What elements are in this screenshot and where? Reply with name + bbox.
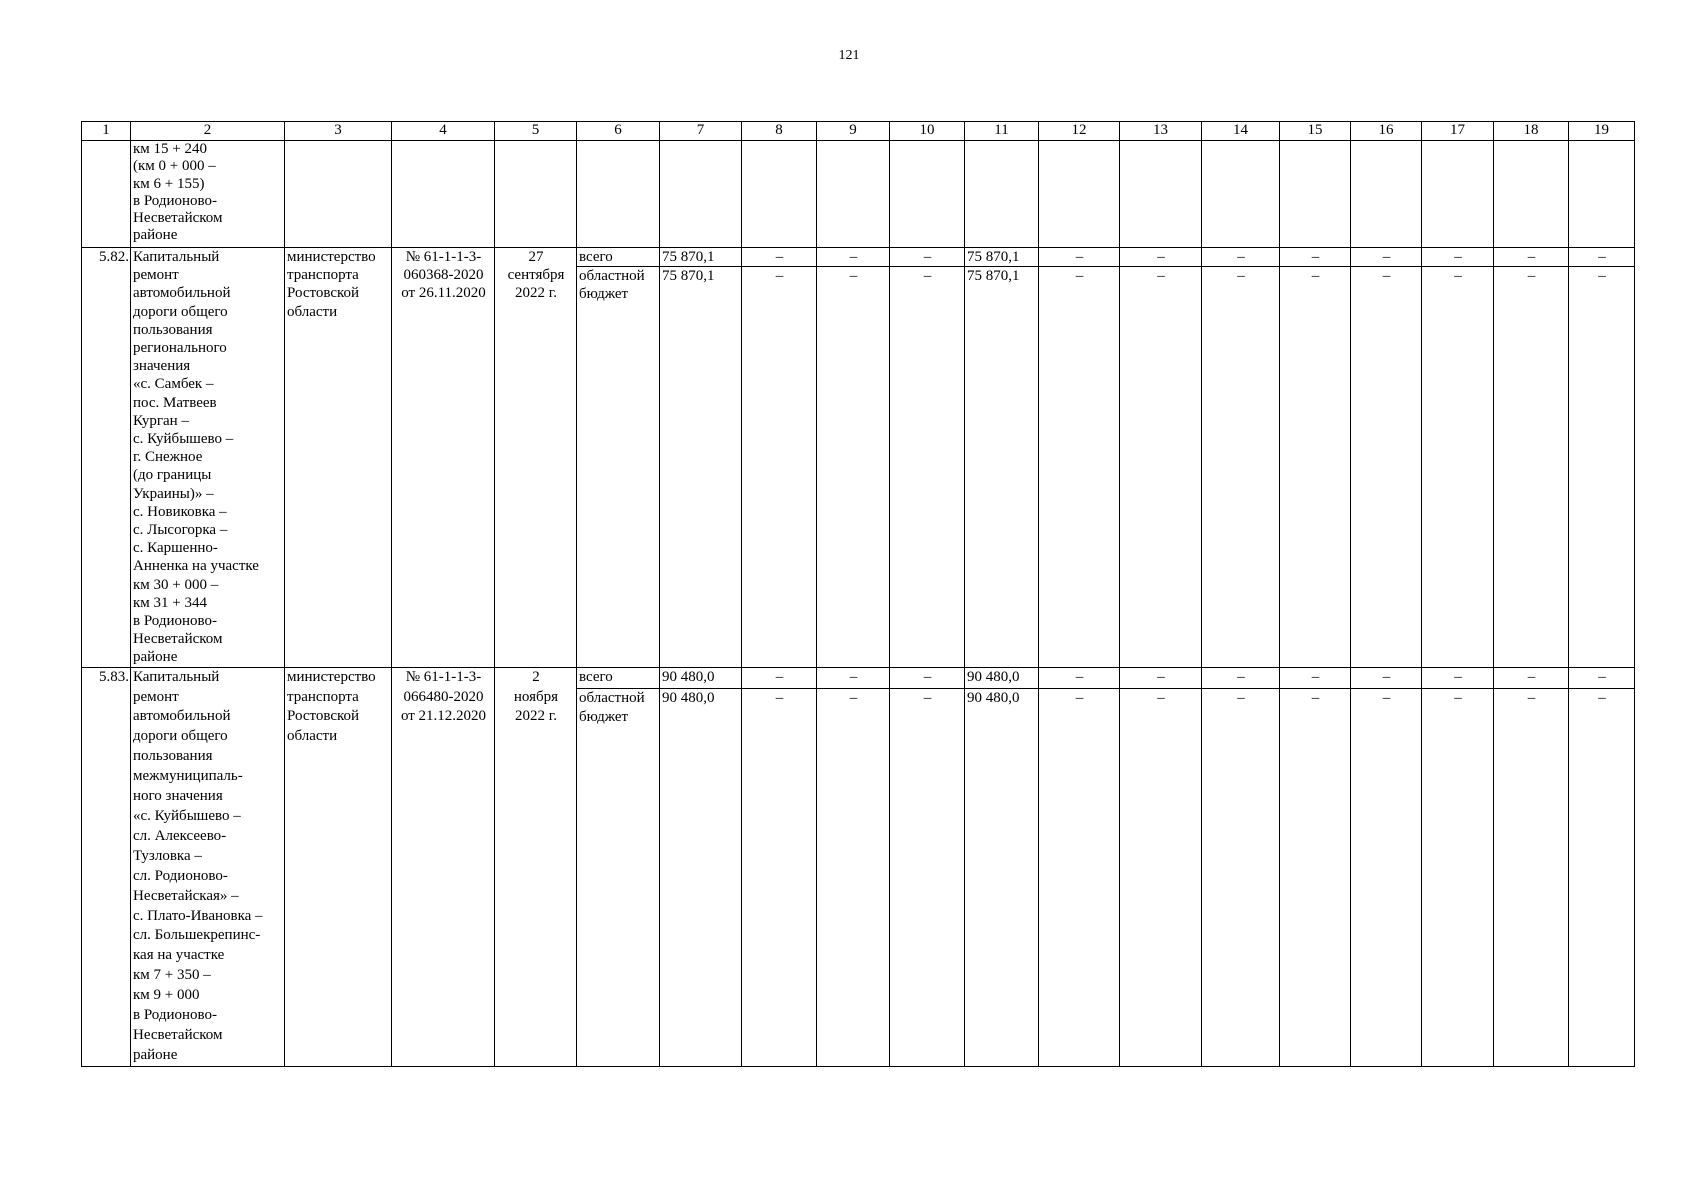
- table-cell: [1039, 141, 1120, 248]
- table-row: [82, 667, 1635, 688]
- funding-source-line: всего: [579, 249, 613, 265]
- entry-name-line: ного значения: [133, 788, 223, 805]
- table-cell: [82, 141, 131, 248]
- table-cell: [1120, 141, 1202, 248]
- column-number-cell: 1: [82, 122, 131, 141]
- funding-value-col-10: –: [890, 267, 965, 667]
- entry-name-line: км 30 + 000 –: [133, 576, 219, 593]
- funding-value-col-19: –: [1569, 248, 1635, 267]
- table-row: [82, 248, 1635, 267]
- entry-deadline-line: ноября: [513, 688, 559, 705]
- funding-value-col-13: –: [1120, 688, 1202, 1066]
- funding-value-col-15: –: [1280, 688, 1351, 1066]
- entry-number: 5.83.: [82, 667, 131, 1066]
- table-cell: [890, 141, 965, 248]
- entry-name-line: сл. Родионово-: [133, 867, 228, 884]
- entry-name-line: Несветайская» –: [133, 887, 239, 904]
- funding-source-line: бюджет: [579, 709, 629, 726]
- funding-value-col-18: –: [1494, 267, 1569, 667]
- funding-value-col-11: 90 480,0: [965, 688, 1039, 1066]
- funding-value-col-17: –: [1422, 267, 1494, 667]
- entry-name-line: дороги общего: [133, 303, 228, 320]
- funding-value-col-18: –: [1494, 688, 1569, 1066]
- funding-source: [577, 267, 660, 667]
- table-cell: [660, 141, 742, 248]
- funding-value-col-11: 90 480,0: [965, 667, 1039, 688]
- funding-value-col-14: –: [1202, 248, 1280, 267]
- entry-name-line: сл. Алексеево-: [133, 827, 227, 844]
- funding-value-col-9: –: [817, 688, 890, 1066]
- entry-name-line: ремонт: [133, 688, 179, 705]
- funding-value-col-12: –: [1039, 667, 1120, 688]
- entry-name: [131, 248, 285, 668]
- entry-name-line: км 9 + 000: [133, 987, 200, 1004]
- column-number-cell: 8: [742, 122, 817, 141]
- entry-name-line: пользования: [133, 748, 213, 765]
- entry-executor-line: области: [287, 728, 338, 745]
- funding-value-col-10: –: [890, 248, 965, 267]
- table-cell: [392, 141, 495, 248]
- entry-name-line: в Родионово-: [133, 613, 218, 630]
- entry-contract-line: № 61-1-1-3-: [405, 668, 482, 685]
- entry-name-line: автомобильной: [133, 285, 231, 302]
- entry-deadline: [495, 667, 577, 1066]
- entry-deadline-line: сентября: [507, 267, 565, 284]
- entry-name-line: Курган –: [133, 412, 189, 429]
- entry-name-line: ремонт: [133, 267, 179, 284]
- entry-executor-line: министерство: [287, 249, 376, 265]
- funding-value-col-13: –: [1120, 248, 1202, 267]
- entry-name-line: значения: [133, 358, 191, 375]
- continuation-row: [82, 141, 1635, 248]
- funding-value-col-8: –: [742, 248, 817, 267]
- column-number-cell: 9: [817, 122, 890, 141]
- funding-source-line: областной: [579, 689, 645, 706]
- funding-source-line: всего: [579, 668, 613, 685]
- funding-value-col-8: –: [742, 688, 817, 1066]
- funding-value-col-9: –: [817, 267, 890, 667]
- funding-value-col-15: –: [1280, 248, 1351, 267]
- table-cell: [1280, 141, 1351, 248]
- entry-deadline-line: 27: [528, 249, 544, 265]
- column-number-cell: 3: [285, 122, 392, 141]
- table-cell: [1569, 141, 1635, 248]
- entry-name-line: Капитальный: [133, 668, 220, 685]
- continuation-name-cell: [131, 141, 285, 248]
- budget-table: [81, 121, 1635, 1067]
- entry-deadline-line: 2022 г.: [515, 708, 557, 725]
- funding-value-col-14: –: [1202, 688, 1280, 1066]
- column-number-cell: 13: [1120, 122, 1202, 141]
- entry-name-line: в Родионово-: [133, 1007, 218, 1024]
- funding-value-col-10: –: [890, 667, 965, 688]
- column-number-cell: 5: [495, 122, 577, 141]
- funding-value-col-16: –: [1351, 267, 1422, 667]
- entry-deadline: [495, 248, 577, 668]
- entry-contract-line: 060368-2020: [403, 267, 484, 284]
- table-cell: [742, 141, 817, 248]
- funding-source-line: областной: [579, 268, 645, 285]
- funding-value-col-11: 75 870,1: [965, 248, 1039, 267]
- continuation-name-line: км 15 + 240: [133, 141, 207, 157]
- column-number-cell: 16: [1351, 122, 1422, 141]
- funding-value-col-12: –: [1039, 248, 1120, 267]
- continuation-name-line: в Родионово-: [133, 192, 218, 209]
- column-number-cell: 17: [1422, 122, 1494, 141]
- column-number-cell: 12: [1039, 122, 1120, 141]
- entry-name-line: Анненка на участке: [133, 558, 259, 575]
- entry-name-line: районе: [133, 1046, 178, 1063]
- funding-value-col-17: –: [1422, 667, 1494, 688]
- entry-name-line: с. Каршенно-: [133, 540, 218, 557]
- entry-contract: [392, 248, 495, 668]
- table-cell: [965, 141, 1039, 248]
- funding-source: [577, 688, 660, 1066]
- entry-executor-line: Ростовской: [287, 285, 360, 302]
- column-number-cell: 11: [965, 122, 1039, 141]
- entry-executor: [285, 248, 392, 668]
- entry-executor-line: министерство: [287, 668, 376, 685]
- entry-contract-line: от 21.12.2020: [400, 708, 487, 725]
- entry-contract-line: 066480-2020: [403, 688, 484, 705]
- column-number-cell: 4: [392, 122, 495, 141]
- continuation-name-line: районе: [133, 227, 178, 244]
- funding-value-col-14: –: [1202, 267, 1280, 667]
- entry-executor-line: транспорта: [287, 267, 359, 284]
- entry-name-line: кая на участке: [133, 947, 225, 964]
- funding-value-col-7: 75 870,1: [660, 248, 742, 267]
- funding-value-col-19: –: [1569, 667, 1635, 688]
- funding-value-col-17: –: [1422, 688, 1494, 1066]
- table-cell: [817, 141, 890, 248]
- entry-name-line: «с. Самбек –: [133, 376, 214, 393]
- entry-executor-line: области: [287, 303, 338, 320]
- funding-value-col-19: –: [1569, 267, 1635, 667]
- funding-value-col-12: –: [1039, 267, 1120, 667]
- entry-contract: [392, 667, 495, 1066]
- funding-value-col-18: –: [1494, 248, 1569, 267]
- entry-name-line: сл. Большекрепинс-: [133, 927, 261, 944]
- continuation-name-line: км 6 + 155): [133, 175, 205, 192]
- entry-name-line: пользования: [133, 321, 213, 338]
- funding-source: [577, 667, 660, 688]
- entry-executor-line: Ростовской: [287, 708, 360, 725]
- column-number-row: [82, 122, 1635, 141]
- funding-value-col-7: 90 480,0: [660, 667, 742, 688]
- entry-contract-line: от 26.11.2020: [401, 285, 486, 302]
- entry-name-line: Несветайском: [133, 631, 223, 648]
- entry-number: 5.82.: [82, 248, 131, 668]
- continuation-name-line: Несветайском: [133, 210, 223, 227]
- table-cell: [577, 141, 660, 248]
- funding-value-col-10: –: [890, 688, 965, 1066]
- entry-name-line: с. Лысогорка –: [133, 522, 228, 539]
- table-cell: [495, 141, 577, 248]
- column-number-cell: 6: [577, 122, 660, 141]
- entry-deadline-line: 2: [532, 668, 540, 685]
- entry-name-line: с. Новиковка –: [133, 503, 227, 520]
- entry-executor-line: транспорта: [287, 688, 359, 705]
- entry-name-line: Несветайском: [133, 1026, 223, 1043]
- entry-name-line: (до границы: [133, 467, 212, 484]
- column-number-cell: 10: [890, 122, 965, 141]
- funding-value-col-17: –: [1422, 248, 1494, 267]
- funding-value-col-9: –: [817, 248, 890, 267]
- entry-name: [131, 667, 285, 1066]
- table-cell: [1422, 141, 1494, 248]
- table-cell: [285, 141, 392, 248]
- funding-source: [577, 248, 660, 267]
- funding-value-col-9: –: [817, 667, 890, 688]
- column-number-cell: 14: [1202, 122, 1280, 141]
- entry-name-line: дороги общего: [133, 728, 228, 745]
- column-number-cell: 2: [131, 122, 285, 141]
- funding-value-col-8: –: [742, 267, 817, 667]
- entry-name-line: Тузловка –: [133, 847, 202, 864]
- funding-value-col-13: –: [1120, 667, 1202, 688]
- entry-deadline-line: 2022 г.: [515, 285, 557, 302]
- entry-name-line: км 31 + 344: [133, 594, 207, 611]
- funding-value-col-16: –: [1351, 688, 1422, 1066]
- entry-name-line: автомобильной: [133, 708, 231, 725]
- entry-name-line: г. Снежное: [133, 449, 203, 466]
- funding-source-line: бюджет: [579, 286, 629, 303]
- page-number: 121: [838, 48, 860, 63]
- entry-name-line: с. Куйбышево –: [133, 431, 234, 448]
- entry-name-line: межмуниципаль-: [133, 768, 243, 785]
- table-body: [82, 122, 1635, 1067]
- column-number-cell: 19: [1569, 122, 1635, 141]
- funding-value-col-16: –: [1351, 667, 1422, 688]
- entry-name-line: регионального: [133, 340, 227, 357]
- funding-value-col-14: –: [1202, 667, 1280, 688]
- entry-name-line: «с. Куйбышево –: [133, 808, 241, 825]
- funding-value-col-15: –: [1280, 667, 1351, 688]
- entry-name-line: Капитальный: [133, 249, 220, 265]
- funding-value-col-8: –: [742, 667, 817, 688]
- entry-executor: [285, 667, 392, 1066]
- funding-value-col-7: 90 480,0: [660, 688, 742, 1066]
- column-number-cell: 7: [660, 122, 742, 141]
- table-cell: [1202, 141, 1280, 248]
- entry-name-line: Украины)» –: [133, 485, 214, 502]
- entry-name-line: с. Плато-Ивановка –: [133, 907, 263, 924]
- funding-value-col-13: –: [1120, 267, 1202, 667]
- entry-name-line: районе: [133, 649, 178, 666]
- entry-name-line: км 7 + 350 –: [133, 967, 211, 984]
- entry-contract-line: № 61-1-1-3-: [405, 249, 482, 265]
- entry-name-line: пос. Матвеев: [133, 394, 217, 411]
- funding-value-col-11: 75 870,1: [965, 267, 1039, 667]
- funding-value-col-19: –: [1569, 688, 1635, 1066]
- column-number-cell: 15: [1280, 122, 1351, 141]
- funding-value-col-7: 75 870,1: [660, 267, 742, 667]
- funding-value-col-15: –: [1280, 267, 1351, 667]
- continuation-name-line: (км 0 + 000 –: [133, 158, 216, 175]
- funding-value-col-18: –: [1494, 667, 1569, 688]
- table-cell: [1351, 141, 1422, 248]
- column-number-cell: 18: [1494, 122, 1569, 141]
- funding-value-col-16: –: [1351, 248, 1422, 267]
- funding-value-col-12: –: [1039, 688, 1120, 1066]
- table-cell: [1494, 141, 1569, 248]
